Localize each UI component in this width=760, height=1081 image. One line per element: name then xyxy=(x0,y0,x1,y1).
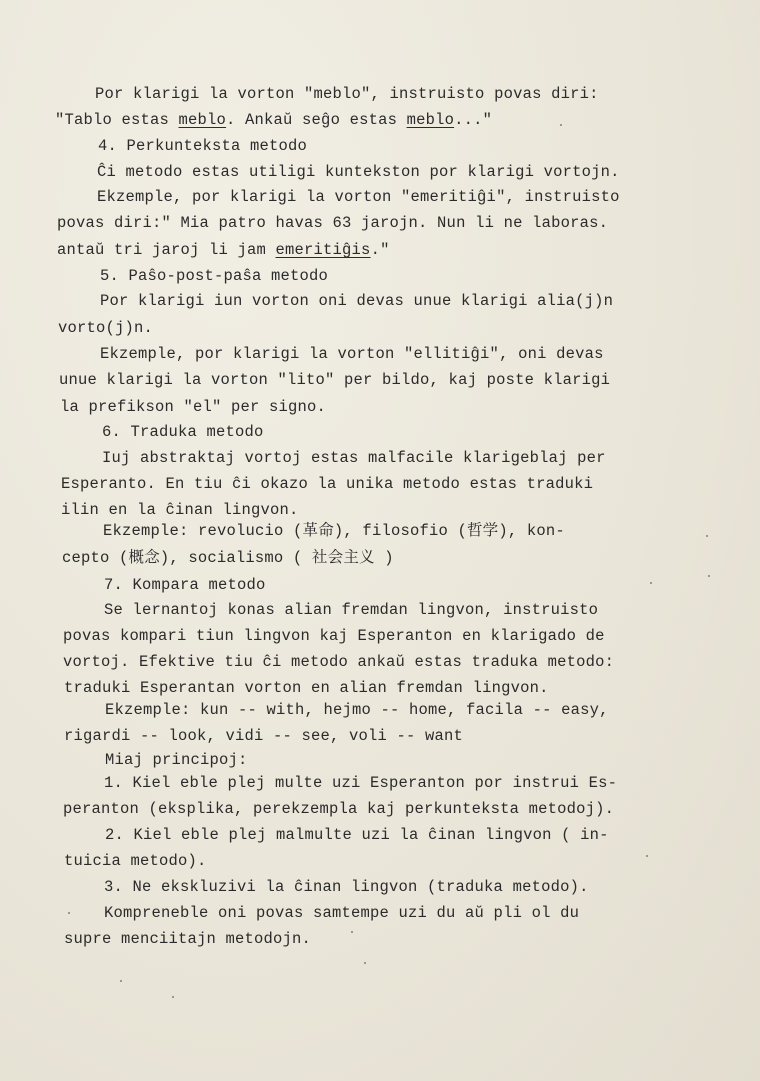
text-line xyxy=(105,825,609,845)
text-run: rigardi -- look, vidi -- see, voli -- want xyxy=(64,727,464,745)
text-line xyxy=(57,213,608,233)
text-run: 1. Kiel eble plej multe uzi Esperanton por instrui Es- xyxy=(104,774,618,792)
text-line xyxy=(60,397,326,417)
text-line xyxy=(95,84,599,104)
text-line xyxy=(105,700,609,720)
text-run: antaŭ tri jaroj li jam xyxy=(57,241,276,259)
paper-speck xyxy=(351,931,353,933)
text-line xyxy=(61,474,593,494)
text-run: Kompreneble oni povas samtempe uzi du aŭ pli ol du xyxy=(104,904,580,922)
text-run: Iuj abstraktaj vortoj estas malfacile klarigeblaj per xyxy=(102,449,606,467)
text-line xyxy=(57,240,390,260)
text-run: 2. Kiel eble plej malmulte uzi la ĉinan lingvon ( in- xyxy=(105,826,609,844)
text-line xyxy=(102,448,606,468)
text-run: 7. Kompara metodo xyxy=(104,576,266,594)
text-run: 6. Traduka metodo xyxy=(102,423,264,441)
text-run: tuicia metodo). xyxy=(64,852,207,870)
paper-speck xyxy=(120,980,122,982)
paper-speck xyxy=(560,124,562,126)
underlined-word: meblo xyxy=(178,111,227,129)
text-line xyxy=(64,851,207,871)
text-run: unue klarigi la vorton "lito" per bildo, kaj poste klarigi xyxy=(59,371,611,389)
text-line xyxy=(63,652,614,672)
paper-speck xyxy=(706,535,708,537)
text-run: vortoj. Efektive tiu ĉi metodo ankaŭ estas traduka metodo: xyxy=(63,653,615,671)
text-line xyxy=(100,291,613,311)
text-run: la prefikson "el" per signo. xyxy=(60,398,327,416)
text-line xyxy=(104,877,589,897)
text-run: Por klarigi la vorton "meblo", instruisto povas diri: xyxy=(95,85,599,103)
text-line xyxy=(104,600,598,620)
text-line xyxy=(64,929,311,949)
text-run: 4. Perkunteksta metodo xyxy=(98,137,308,155)
text-line xyxy=(61,500,299,520)
text-run: Ekzemple: kun -- with, hejmo -- home, facila -- easy, xyxy=(105,701,609,719)
text-line xyxy=(97,162,620,182)
text-run: ." xyxy=(370,241,390,259)
text-run: vorto(j)n. xyxy=(58,319,154,337)
text-run: povas diri:" Mia patro havas 63 jarojn. Nun li ne laboras. xyxy=(57,214,609,232)
text-line xyxy=(104,773,617,793)
text-line xyxy=(63,626,605,646)
text-run: ..." xyxy=(454,111,493,129)
text-run: Ekzemple, por klarigi la vorton "emeritiĝi", instruisto xyxy=(97,188,620,206)
text-run: supre menciitajn metodojn. xyxy=(64,930,312,948)
text-line xyxy=(105,750,248,770)
text-run: 3. Ne ekskluzivi la ĉinan lingvon (traduka metodo). xyxy=(104,878,589,896)
text-run: Ekzemple: revolucio (革命), filosofio (哲学), kon- xyxy=(103,522,565,540)
text-run: 5. Paŝo-post-paŝa metodo xyxy=(100,267,329,285)
text-run: povas kompari tiun lingvon kaj Esperanton en klarigado de xyxy=(63,627,605,645)
paper-speck xyxy=(364,962,366,964)
text-line xyxy=(97,187,620,207)
text-line xyxy=(104,903,579,923)
text-run: Esperanto. En tiu ĉi okazo la unika metodo estas traduki xyxy=(61,475,594,493)
text-run: "Tablo estas xyxy=(55,111,179,129)
underlined-word: meblo xyxy=(406,111,455,129)
text-run: peranton (eksplika, perekzempla kaj perkunteksta metodoj). xyxy=(63,800,615,818)
text-line xyxy=(64,726,463,746)
text-line xyxy=(62,548,394,568)
paper-speck xyxy=(68,912,70,914)
text-run: ilin en la ĉinan lingvon. xyxy=(61,501,299,519)
paper-speck xyxy=(646,855,648,857)
text-line xyxy=(59,370,610,390)
section-heading xyxy=(104,575,266,595)
text-run: cepto (概念), socialismo ( 社会主义 ) xyxy=(62,549,394,567)
section-heading xyxy=(98,136,307,156)
text-run: Ekzemple, por klarigi la vorton "ellitiĝi", oni devas xyxy=(100,345,604,363)
text-run: traduki Esperantan vorton en alian fremdan lingvon. xyxy=(64,679,549,697)
text-run: . Ankaŭ seĝo estas xyxy=(226,111,407,129)
paper-speck xyxy=(172,996,174,998)
underlined-word: emeritiĝis xyxy=(275,241,371,259)
section-heading xyxy=(100,266,328,286)
section-heading xyxy=(102,422,264,442)
text-line xyxy=(103,521,565,541)
text-run: Por klarigi iun vorton oni devas unue klarigi alia(j)n xyxy=(100,292,614,310)
text-line xyxy=(100,344,604,364)
text-line xyxy=(64,678,549,698)
text-run: Ĉi metodo estas utiligi kuntekston por klarigi vortojn. xyxy=(97,163,620,181)
text-line xyxy=(58,318,153,338)
text-line xyxy=(63,799,614,819)
text-line xyxy=(55,110,492,130)
text-run: Se lernantoj konas alian fremdan lingvon, instruisto xyxy=(104,601,599,619)
text-run: Miaj principoj: xyxy=(105,751,248,769)
paper-speck xyxy=(650,582,652,584)
paper-speck xyxy=(708,575,710,577)
